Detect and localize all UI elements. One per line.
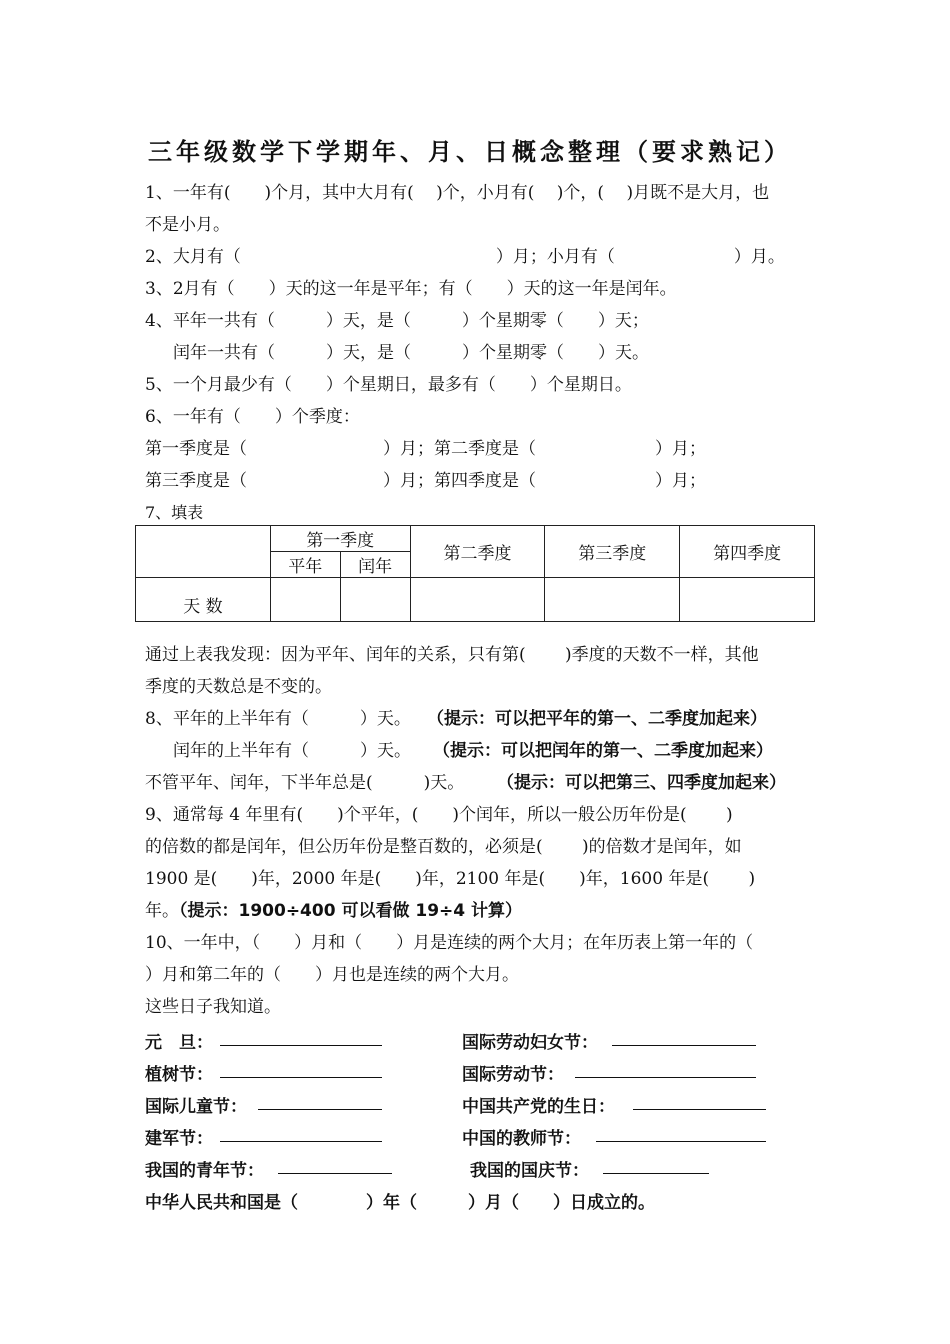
question-9-line-1: 9、通常每 4 年里有( )个平年，( )个闰年，所以一般公历年份是( ) — [145, 805, 733, 825]
table-header-common-year: 平年 — [270, 552, 340, 578]
worksheet-title: 三年级数学下学期年、月、日概念整理（要求熟记） — [148, 138, 792, 166]
table-header-q1: 第一季度 — [270, 526, 410, 552]
finding-line-1: 通过上表我发现：因为平年、闰年的关系，只有第( )季度的天数不一样，其他 — [145, 645, 759, 665]
festival-labor-day-label: 国际劳动节： — [462, 1065, 564, 1085]
question-8-text-3: 不管平年、闰年，下半年总是( )天。 — [145, 773, 465, 793]
festival-youth-day-blank[interactable] — [278, 1173, 392, 1174]
question-8-text-2: 闰年的上半年有（ ）天。 — [173, 741, 411, 761]
question-5: 5、一个月最少有（ ）个星期日，最多有（ ）个星期日。 — [145, 375, 632, 395]
festival-womens-day-label: 国际劳动妇女节： — [462, 1033, 598, 1053]
question-2: 2、大月有（ ）月；小月有（ ）月。 — [145, 247, 785, 267]
question-8-hint-2: （提示：可以把闰年的第一、二季度加起来） — [433, 741, 773, 761]
table-header-q4: 第四季度 — [680, 526, 815, 578]
festival-womens-day-blank[interactable] — [612, 1045, 756, 1046]
table-cell-q4[interactable] — [680, 578, 815, 622]
question-1-line-1: 1、一年有( )个月，其中大月有( )个，小月有( )个，( )月既不是大月，也 — [145, 183, 770, 203]
question-8-hint-1: （提示：可以把平年的第一、二季度加起来） — [427, 709, 767, 729]
festival-national-day-blank[interactable] — [603, 1173, 709, 1174]
question-10-line-2: ）月和第二年的（ ）月也是连续的两个大月。 — [145, 965, 519, 985]
table-cell-q1-common[interactable] — [270, 578, 340, 622]
festival-teachers-day-blank[interactable] — [596, 1141, 766, 1142]
question-6-line-3: 第三季度是（ ）月；第四季度是（ ）月； — [145, 471, 706, 491]
founding-date-question: 中华人民共和国是（ ）年（ ）月（ ）日成立的。 — [145, 1193, 655, 1213]
festival-childrens-day-label: 国际儿童节： — [145, 1097, 247, 1117]
question-6-line-1: 6、一年有（ ）个季度： — [145, 407, 360, 427]
season-days-table — [135, 525, 815, 622]
table-cell-q1-leap[interactable] — [340, 578, 410, 622]
festival-childrens-day-blank[interactable] — [258, 1109, 382, 1110]
festival-teachers-day-label: 中国的教师节： — [462, 1129, 581, 1149]
days-intro: 这些日子我知道。 — [145, 997, 281, 1017]
question-8-hint-3: （提示：可以把第三、四季度加起来） — [497, 773, 786, 793]
festival-arbor-day-blank[interactable] — [220, 1077, 382, 1078]
festival-arbor-day-label: 植树节： — [145, 1065, 213, 1085]
table-corner-cell — [136, 526, 271, 578]
question-8-line-2 — [173, 740, 773, 762]
question-6-line-2: 第一季度是（ ）月；第二季度是（ ）月； — [145, 439, 706, 459]
question-9-hint: （提示：1900÷400 可以看做 19÷4 计算） — [179, 901, 523, 921]
question-7-label: 7、填表 — [145, 503, 204, 522]
festival-national-day-label: 我国的国庆节： — [470, 1161, 589, 1181]
question-8-line-1 — [145, 708, 767, 730]
festival-new-year-label: 元 旦： — [145, 1033, 213, 1053]
question-4-line-1: 4、平年一共有（ ）天，是（ ）个星期零（ ）天； — [145, 311, 649, 331]
table-header-q3: 第三季度 — [545, 526, 680, 578]
table-cell-q3[interactable] — [545, 578, 680, 622]
question-9-line-4 — [145, 900, 522, 922]
question-8-line-3 — [145, 772, 786, 794]
festival-party-birthday-label: 中国共产党的生日： — [462, 1097, 615, 1117]
festival-army-day-blank[interactable] — [220, 1141, 382, 1142]
question-9-line-2: 的倍数的都是闰年，但公历年份是整百数的，必须是( )的倍数才是闰年，如 — [145, 837, 742, 857]
festival-labor-day-blank[interactable] — [575, 1077, 756, 1078]
finding-line-2: 季度的天数总是不变的。 — [145, 677, 332, 697]
question-10-line-1: 10、一年中，（ ）月和（ ）月是连续的两个大月；在年历表上第一年的（ — [145, 933, 754, 953]
festival-youth-day-label: 我国的青年节： — [145, 1161, 264, 1181]
question-9-line-3: 1900 是( )年，2000 年是( )年，2100 年是( )年，1600 年是( ) — [145, 869, 756, 889]
question-8-text-1: 8、平年的上半年有（ ）天。 — [145, 709, 411, 729]
question-4-line-2: 闰年一共有（ ）天，是（ ）个星期零（ ）天。 — [173, 343, 649, 363]
festival-party-birthday-blank[interactable] — [633, 1109, 766, 1110]
question-9-text-4: 年。 — [145, 901, 179, 921]
table-row-label-days: 天 数 — [136, 578, 271, 622]
question-3: 3、2月有（ ）天的这一年是平年；有（ ）天的这一年是闰年。 — [145, 279, 677, 299]
table-header-leap-year: 闰年 — [340, 552, 410, 578]
table-header-q2: 第二季度 — [410, 526, 545, 578]
question-1-line-2: 不是小月。 — [145, 215, 230, 235]
festival-army-day-label: 建军节： — [145, 1129, 213, 1149]
festival-new-year-blank[interactable] — [220, 1045, 382, 1046]
table-cell-q2[interactable] — [410, 578, 545, 622]
